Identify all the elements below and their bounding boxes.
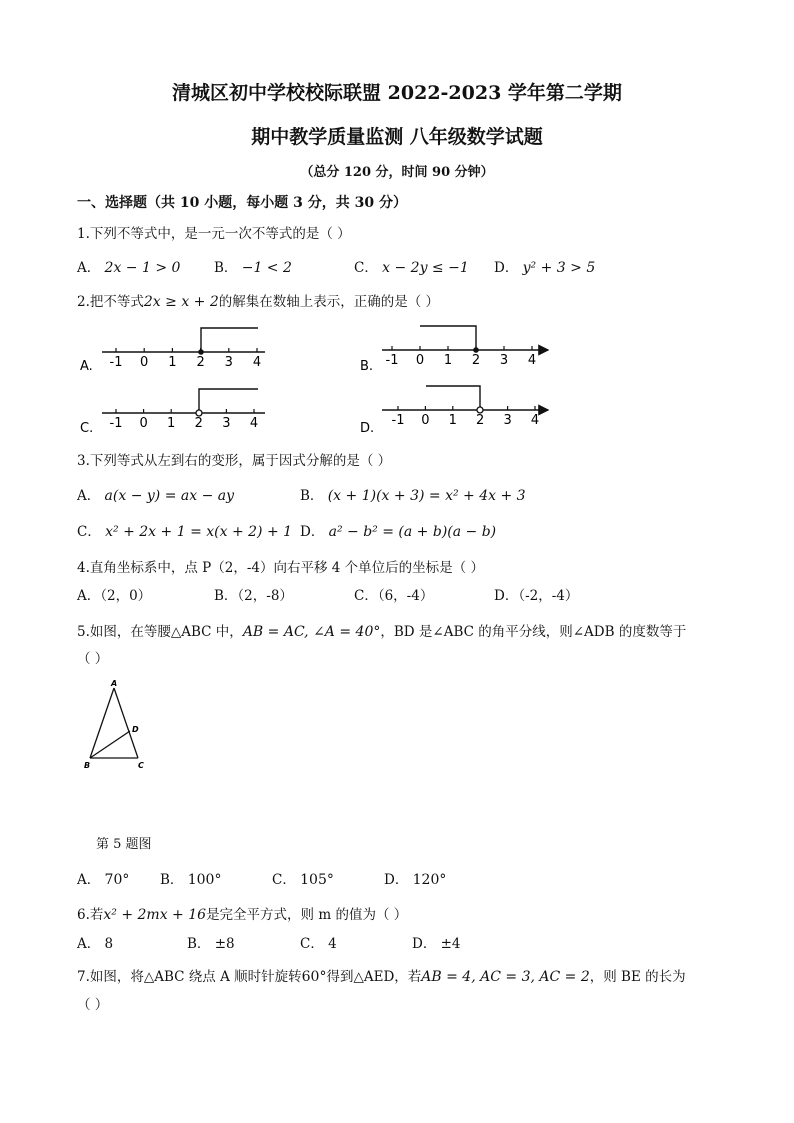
tick-label: 4 [530, 413, 540, 428]
tick-label: 2 [471, 353, 481, 368]
q2-number-lines-figure [70, 318, 590, 440]
tick-label: 0 [421, 413, 430, 428]
vertex-b-label: B [84, 761, 91, 770]
exam-title-line1: 清城区初中学校校际联盟 2022-2023 学年第二学期 [172, 82, 622, 104]
q2-stem: 2.把不等式2x ≥ x + 2的解集在数轴上表示，正确的是（ ） [77, 294, 440, 310]
label-c: C. [80, 421, 94, 436]
q5-triangle-figure [80, 678, 170, 774]
number-line-a[interactable] [80, 328, 265, 374]
tick-label: 2 [194, 416, 203, 431]
q5-figure-caption: 第 5 题图 [96, 837, 152, 852]
exam-title-line2: 期中教学质量监测 八年级数学试题 [251, 126, 543, 148]
q6-stem: 6.若x² + 2mx + 16是完全平方式，则 m 的值为（ ） [77, 907, 408, 923]
tick-label: 4 [249, 416, 259, 431]
q1-option-a[interactable]: A． 2x − 1 > 0 [77, 260, 181, 276]
tick-label: 3 [499, 353, 509, 368]
tick-label: 1 [443, 353, 453, 368]
tick-label: 2 [476, 413, 485, 428]
label-b: B. [360, 359, 374, 374]
section-heading: 一、选择题（共 10 小题，每小题 3 分，共 30 分） [77, 195, 407, 211]
tick-label: -1 [385, 353, 399, 368]
tick-label: 3 [503, 413, 512, 428]
label-d: D. [360, 421, 375, 436]
q3-option-d[interactable]: D． a² − b² = (a + b)(a − b) [300, 524, 497, 540]
q1-stem: 1.下列不等式中，是一元一次不等式的是（ ） [77, 226, 351, 242]
tick-label: 3 [222, 416, 231, 431]
tick-label: -1 [391, 413, 405, 428]
tick-label: 0 [139, 416, 148, 431]
q1-option-c[interactable]: C． x − 2y ≤ −1 [354, 260, 469, 276]
q5-stem: 5.如图，在等腰△ABC 中，AB = AC, ∠A = 40°，BD 是∠ABC 的角平分线，则∠ADB 的度数等于 [77, 624, 687, 640]
q4-option-a[interactable]: A．（2，0） [77, 588, 152, 604]
q3-option-b[interactable]: B． (x + 1)(x + 3) = x² + 4x + 3 [300, 488, 526, 504]
q6-option-c[interactable]: C． 4 [300, 936, 337, 952]
q5-option-d[interactable]: D． 120° [384, 872, 447, 888]
exam-info: （总分 120 分，时间 90 分钟） [300, 165, 494, 180]
tick-label: 1 [448, 413, 457, 428]
tick-label: 1 [168, 355, 177, 370]
q4-option-d[interactable]: D．（-2，-4） [494, 588, 579, 604]
number-line-c[interactable] [80, 389, 265, 436]
q5-stem-line2: （ ） [77, 651, 109, 667]
q6-option-a[interactable]: A． 8 [77, 936, 114, 952]
q6-option-d[interactable]: D． ±4 [412, 936, 461, 952]
q5-option-b[interactable]: B． 100° [160, 872, 222, 888]
tick-label: 1 [167, 416, 176, 431]
q7-stem-line2: （ ） [77, 997, 109, 1013]
tick-label: 0 [140, 355, 149, 370]
q3-option-c[interactable]: C． x² + 2x + 1 = x(x + 2) + 1 [77, 524, 293, 540]
tick-label: 2 [196, 355, 205, 370]
q3-option-a[interactable]: A． a(x − y) = ax − ay [77, 488, 235, 504]
q5-option-a[interactable]: A． 70° [77, 872, 130, 888]
vertex-c-label: C [138, 761, 144, 770]
number-line-b[interactable] [360, 326, 548, 374]
q4-option-b[interactable]: B．（2，-8） [214, 588, 293, 604]
tick-label: 4 [252, 355, 262, 370]
q6-option-b[interactable]: B． ±8 [187, 936, 235, 952]
q1-option-d[interactable]: D． y² + 3 > 5 [494, 260, 596, 276]
vertex-a-label: A [111, 679, 118, 688]
tick-label: 0 [415, 353, 425, 368]
q7-stem: 7.如图，将△ABC 绕点 A 顺时针旋转60°得到△AED，若AB = 4, AC = 3, AC = 2，则 BE 的长为 [77, 969, 686, 985]
q3-stem: 3.下列等式从左到右的变形，属于因式分解的是（ ） [77, 453, 392, 469]
q5-option-c[interactable]: C． 105° [272, 872, 334, 888]
label-a: A. [80, 359, 93, 374]
q4-option-c[interactable]: C．（6，-4） [354, 588, 434, 604]
number-line-d[interactable] [360, 386, 548, 436]
vertex-d-label: D [132, 725, 139, 734]
q1-option-b[interactable]: B． −1 < 2 [214, 260, 292, 276]
q4-stem: 4.直角坐标系中，点 P（2，-4）向右平移 4 个单位后的坐标是（ ） [77, 560, 484, 576]
tick-label: 4 [527, 353, 537, 368]
tick-label: 3 [224, 355, 233, 370]
tick-label: -1 [109, 355, 123, 370]
tick-label: -1 [109, 416, 123, 431]
